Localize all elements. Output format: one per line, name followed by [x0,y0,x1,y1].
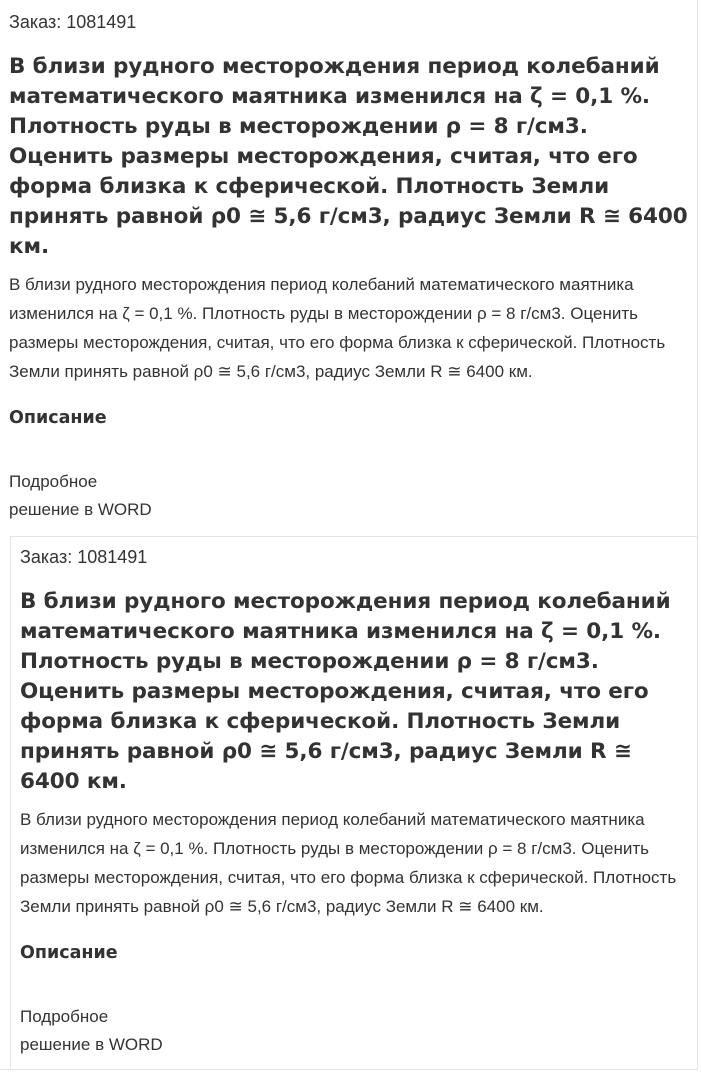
description-text: Подробное решение в WORD [20,1007,163,1054]
description-heading: Описание [9,408,107,428]
order-block [0,0,698,530]
task-text: В близи рудного месторождения период колебаний математического маятника изменился на ζ = 0,1 %. Плотность руды в месторождении ρ = 8 г/см3. Оценить размеры месторождения, считая, что его форма близка к сферической. Плотность Земли принять равной ρ0 ≅ 5,6 г/см3, радиус Земли R ≅ 6400 км. [20,810,677,916]
order-number: Заказ: 1081491 [20,547,148,567]
task-title: В близи рудного месторождения период колебаний математического маятника изменился на ζ = 0,1 %. Плотность руды в месторождении ρ = 8 г/см3. Оценить размеры месторождения, считая, что его форма близка к сферической. Плотность Земли принять равной ρ0 ≅ 5,6 г/см3, радиус Земли R ≅ 6400 км. [20,589,671,794]
task-title: В близи рудного месторождения период колебаний математического маятника изменился на ζ = 0,1 %. Плотность руды в месторождении ρ = 8 г/см3. Оценить размеры месторождения, считая, что его форма близка к сферической. Плотность Земли принять равной ρ0 ≅ 5,6 г/см3, радиус Земли R ≅ 6400 км. [9,54,688,259]
task-text: В близи рудного месторождения период колебаний математического маятника изменился на ζ = 0,1 %. Плотность руды в месторождении ρ = 8 г/см3. Оценить размеры месторождения, считая, что его форма близка к сферической. Плотность Земли принять равной ρ0 ≅ 5,6 г/см3, радиус Земли R ≅ 6400 км. [9,275,666,381]
description-text: Подробное решение в WORD [9,472,152,519]
order-number: Заказ: 1081491 [9,12,137,32]
order-block-copy [10,536,698,1070]
description-heading: Описание [20,943,118,963]
